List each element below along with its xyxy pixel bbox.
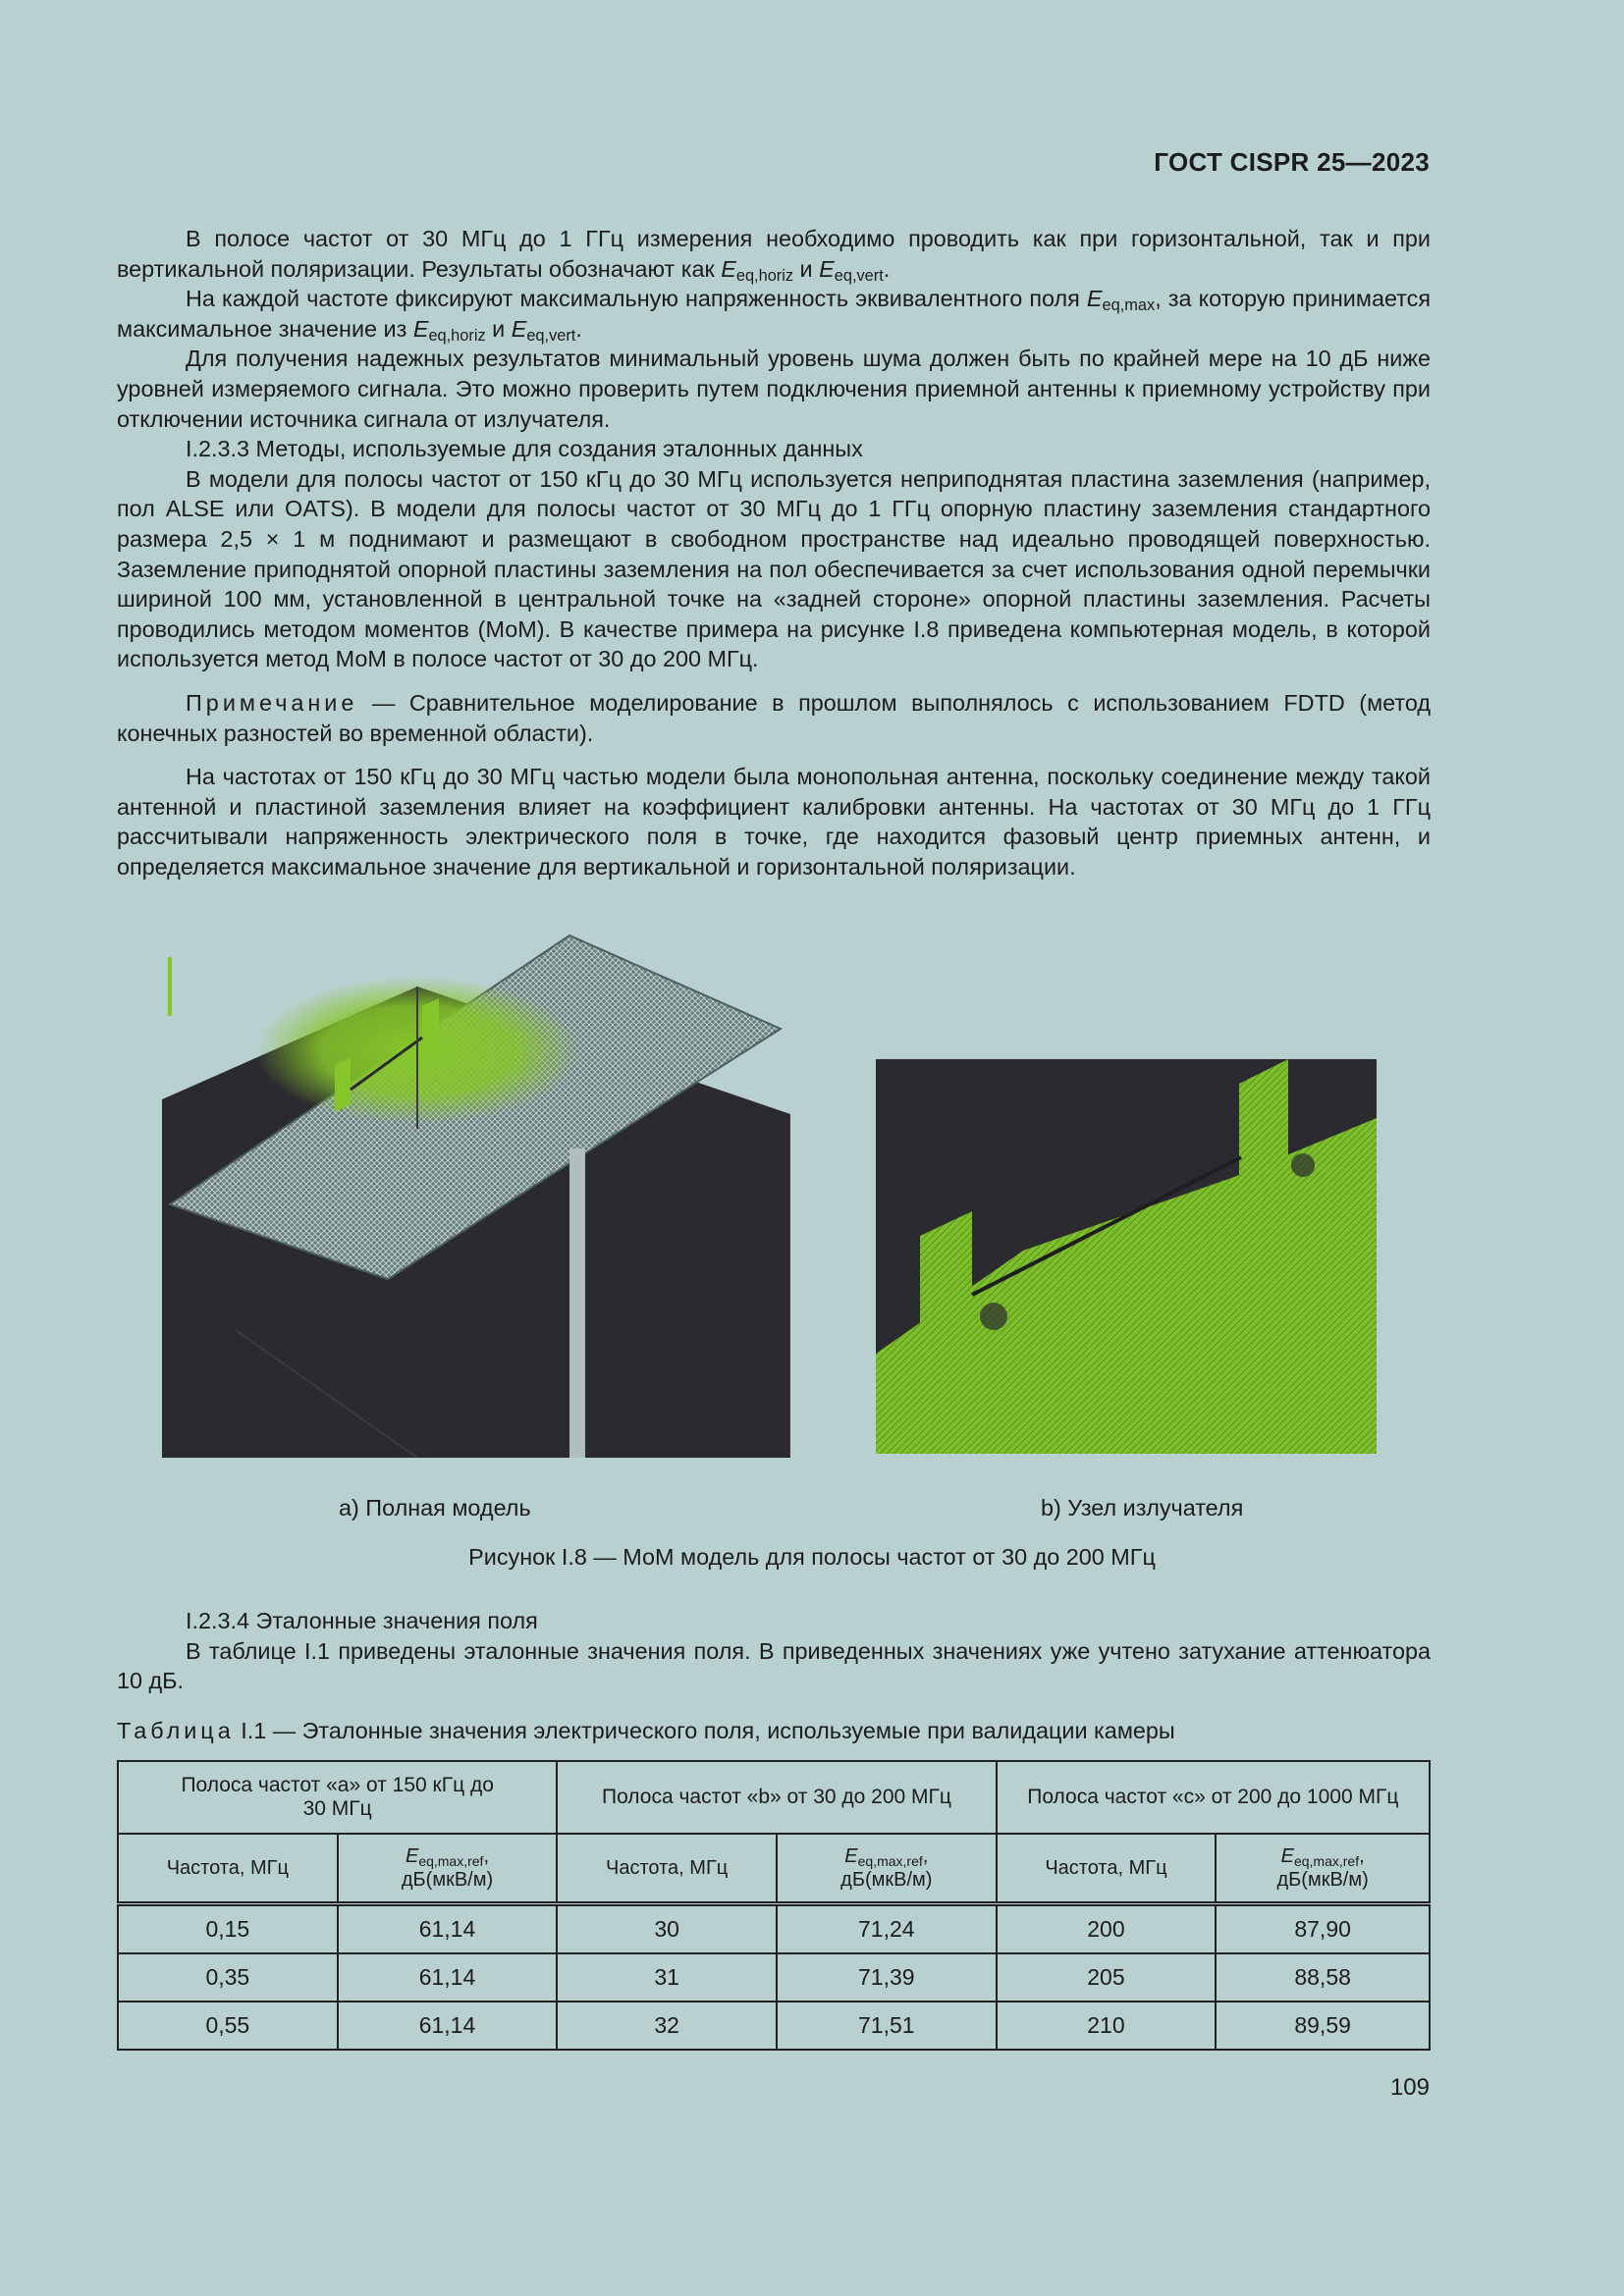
paragraph-4: В модели для полосы частот от 150 кГц до 30 МГц используется неприподнятая пластина заземления (например, пол ALSE или OATS). В модели для полосы частот от 30 МГц до 1 ГГц опорную пластину заземления стандартного размера 2,5 × 1 м поднимают и размещают в свободном пространстве над идеально проводящей поверхностью. Заземление приподнятой опорной пластины заземления на пол обеспечивается за счет использования одной перемычки шириной 100 мм, установленной в центральной точке на «задней стороне» опорной пластины заземления. Расчеты проводились методом моментов (МоМ). В качестве примера на рисунке I.8 приведена компьютерная модель, в которой используется метод МоМ в полосе частот от 30 до 200 МГц. [117, 465, 1431, 672]
table-cell: 61,14 [338, 2002, 558, 2050]
reference-values-table [117, 1760, 1431, 2051]
band-b-header: Полоса частот «b» от 30 до 200 МГц [557, 1761, 996, 1834]
paragraph-2: На каждой частоте фиксируют максимальную напряженность эквивалентного поля $E_{eq,max}$, за которую принимается максимальное значение из $E_{eq,horiz}$ и $E_{eq,vert}$. [117, 286, 1431, 345]
section-heading-233: I.2.3.3 Методы, используемые для создания эталонных данных [186, 436, 863, 462]
table-cell: 71,51 [777, 2002, 997, 2050]
section-heading-234: I.2.3.4 Эталонные значения поля [186, 1608, 538, 1633]
table-cell: 32 [557, 2002, 777, 2050]
paragraph-3: Для получения надежных результатов минимальный уровень шума должен быть по крайней мере на 10 дБ ниже уровней измеряемого сигнала. Это можно проверить путем подключения приемной антенны к приемному устройству при отключении источника сигнала от излучателя. [117, 346, 1431, 432]
body-text-bottom [117, 1606, 1431, 1696]
radiator-wall-far [1239, 1059, 1288, 1221]
band-a-header: Полоса частот «а» от 150 кГц до 30 МГц [118, 1761, 557, 1834]
table-header-bands [118, 1761, 1430, 1834]
table-header-columns [118, 1834, 1430, 1904]
page-number: 109 [1389, 2074, 1430, 2101]
figure-title: Рисунок I.8 — МоМ модель для полосы частот от 30 до 200 МГц [468, 1544, 1156, 1570]
table-cell: 0,35 [118, 1953, 338, 2002]
caption-figure-b: b) Узел излучателя [1041, 1495, 1244, 1521]
paragraph-5: На частотах от 150 кГц до 30 МГц частью модели была монопольная антенна, поскольку соединение между такой антенной и пластиной заземления влияет на коэффициент калибровки антенны. На частотах от 30 МГц до 1 ГГц рассчитывали напряженность электрического поля в точке, где находится фазовый центр приемных антенн, и определяется максимальное значение для вертикальной и горизонтальной поляризации. [117, 764, 1431, 880]
col-field: $E_{eq,max,ref}$, дБ(мкВ/м) [777, 1834, 997, 1904]
note: Примечание — Сравнительное моделирование в прошлом выполнялось с использованием FDTD (метод конечных разностей во временной области). [117, 689, 1431, 746]
table-cell: 88,58 [1216, 1953, 1430, 2002]
table-cell: 200 [997, 1904, 1217, 1954]
table-cell: 0,15 [118, 1904, 338, 1954]
table-cell: 205 [997, 1953, 1217, 2002]
table-row [118, 1953, 1430, 2002]
paragraph-1: В полосе частот от 30 МГц до 1 ГГц измерения необходимо проводить как при горизонтальной, так и при вертикальной поляризации. Результаты обозначают как $E_{eq,horiz}$ и $E_{eq,vert}$. [117, 226, 1431, 285]
table-cell: 71,39 [777, 1953, 997, 2002]
body-text-top [117, 224, 1431, 881]
standard-header: ГОСТ CISPR 25—2023 [1154, 147, 1430, 177]
paragraph-6: В таблице I.1 приведены эталонные значения поля. В приведенных значениях уже учтено затухание аттенюатора 10 дБ. [117, 1637, 1431, 1694]
table-title: Таблица I.1 — Эталонные значения электрического поля, используемые при валидации камеры [117, 1718, 1175, 1743]
band-c-header: Полоса частот «c» от 200 до 1000 МГц [997, 1761, 1430, 1834]
table-cell: 89,59 [1216, 2002, 1430, 2050]
figure-radiator-node [876, 1059, 1377, 1454]
table-cell: 210 [997, 2002, 1217, 2050]
table-cell: 61,14 [338, 1904, 558, 1954]
table-row [118, 1904, 1430, 1954]
table-cell: 0,55 [118, 2002, 338, 2050]
col-field: $E_{eq,max,ref}$, дБ(мкВ/м) [338, 1834, 558, 1904]
col-frequency: Частота, МГц [118, 1834, 338, 1904]
radiator-wall-near [920, 1211, 972, 1373]
radiator-wall-left [335, 1057, 351, 1112]
table-row [118, 2002, 1430, 2050]
col-frequency: Частота, МГц [557, 1834, 777, 1904]
caption-figure-a: a) Полная модель [339, 1495, 531, 1521]
radiator-wall-right [422, 998, 439, 1053]
figure-full-model [162, 928, 790, 1458]
col-frequency: Частота, МГц [997, 1834, 1217, 1904]
table-cell: 31 [557, 1953, 777, 2002]
table-cell: 61,14 [338, 1953, 558, 2002]
table-cell: 87,90 [1216, 1904, 1430, 1954]
table-cell: 30 [557, 1904, 777, 1954]
ground-strap [569, 1148, 585, 1458]
table-cell: 71,24 [777, 1904, 997, 1954]
color-legend [168, 957, 172, 1016]
col-field: $E_{eq,max,ref}$, дБ(мкВ/м) [1216, 1834, 1430, 1904]
